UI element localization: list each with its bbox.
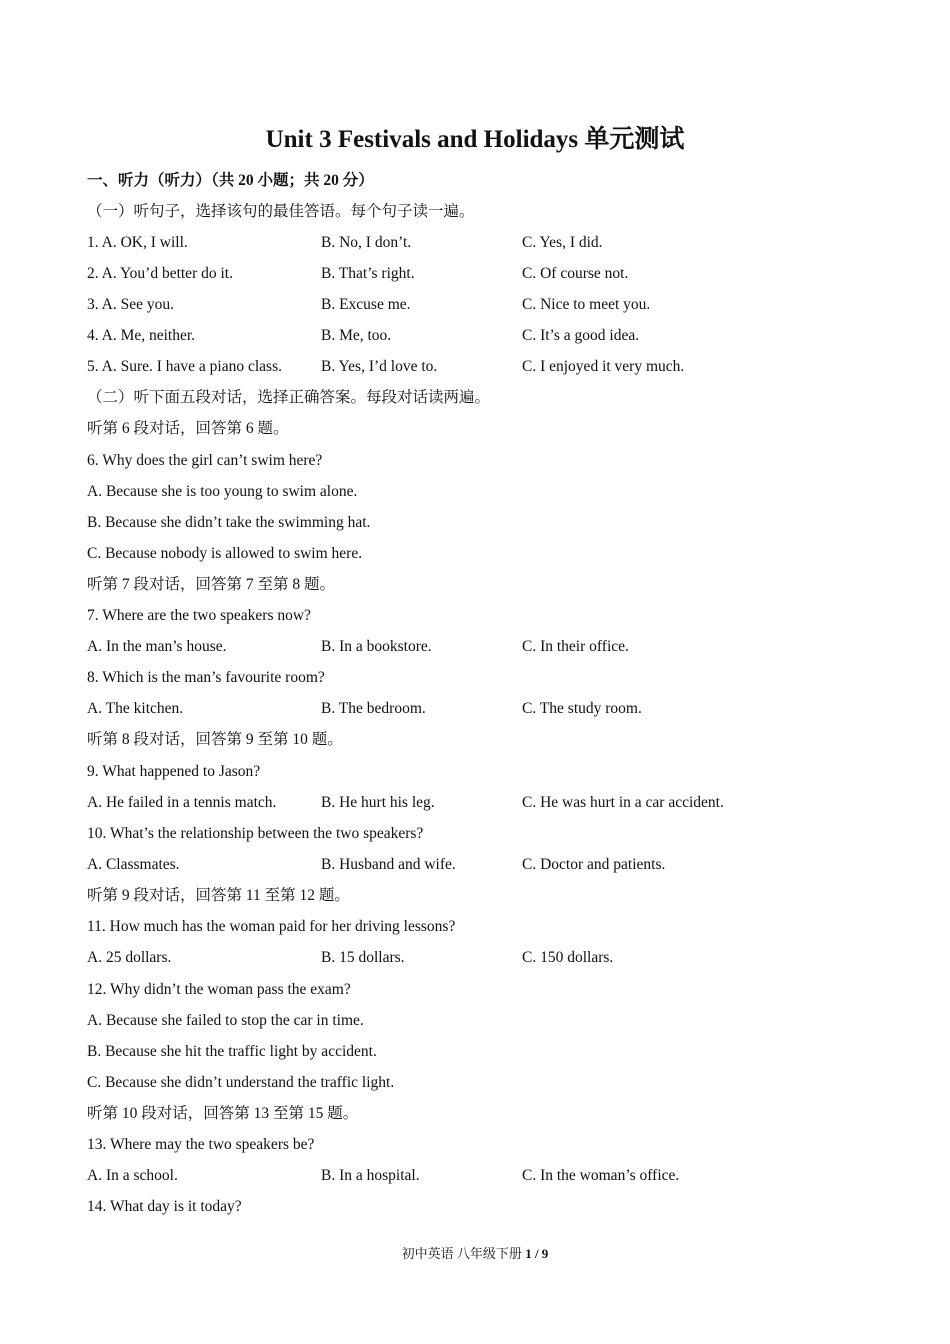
option-a: A. 25 dollars. xyxy=(87,949,172,966)
option-b: B. Husband and wife. xyxy=(321,856,456,873)
option-a: A. Classmates. xyxy=(87,856,180,873)
option-c: C. Doctor and patients. xyxy=(522,856,666,873)
dialogue-prompt: 听第 6 段对话，回答第 6 题。 xyxy=(87,420,289,437)
option-a: 1. A. OK, I will. xyxy=(87,234,188,251)
option-b: B. That’s right. xyxy=(321,265,415,282)
option-b: B. Because she didn’t take the swimming hat. xyxy=(87,514,371,531)
option-a: A. He failed in a tennis match. xyxy=(87,794,277,811)
question-14: 14. What day is it today? xyxy=(87,1198,242,1215)
part1-instruction: （一）听句子，选择该句的最佳答语。每个句子读一遍。 xyxy=(87,203,475,220)
page-number: 1 / 9 xyxy=(525,1246,549,1261)
option-b: B. The bedroom. xyxy=(321,700,426,717)
dialogue-prompt: 听第 9 段对话，回答第 11 至第 12 题。 xyxy=(87,887,350,904)
dialogue-prompt: 听第 8 段对话，回答第 9 至第 10 题。 xyxy=(87,731,343,748)
question-row-5 xyxy=(87,357,867,377)
dialogue-prompt: 听第 7 段对话，回答第 7 至第 8 题。 xyxy=(87,576,336,593)
option-c: C. It’s a good idea. xyxy=(522,327,640,344)
option-b: B. In a bookstore. xyxy=(321,638,432,655)
option-b: B. Because she hit the traffic light by accident. xyxy=(87,1043,377,1060)
question-9-options xyxy=(87,793,867,813)
option-b: B. 15 dollars. xyxy=(321,949,405,966)
option-c: C. Nice to meet you. xyxy=(522,296,651,313)
question-7: 7. Where are the two speakers now? xyxy=(87,607,311,624)
question-10-options xyxy=(87,855,867,875)
dialogue-prompt: 听第 10 段对话，回答第 13 至第 15 题。 xyxy=(87,1105,359,1122)
option-c: C. In the woman’s office. xyxy=(522,1167,680,1184)
option-c: C. He was hurt in a car accident. xyxy=(522,794,724,811)
option-c: C. Because she didn’t understand the traffic light. xyxy=(87,1074,395,1091)
question-6: 6. Why does the girl can’t swim here? xyxy=(87,452,323,469)
option-c: C. In their office. xyxy=(522,638,629,655)
option-c: C. I enjoyed it very much. xyxy=(522,358,685,375)
question-13: 13. Where may the two speakers be? xyxy=(87,1136,315,1153)
option-c: C. Because nobody is allowed to swim here. xyxy=(87,545,363,562)
question-11-options xyxy=(87,948,867,968)
question-8: 8. Which is the man’s favourite room? xyxy=(87,669,325,686)
question-9: 9. What happened to Jason? xyxy=(87,763,261,780)
question-10: 10. What’s the relationship between the two speakers? xyxy=(87,825,424,842)
option-b: B. No, I don’t. xyxy=(321,234,412,251)
option-c: C. 150 dollars. xyxy=(522,949,614,966)
option-a: A. In a school. xyxy=(87,1167,178,1184)
page-footer xyxy=(0,1245,950,1263)
question-row-1 xyxy=(87,233,867,253)
option-a: 5. A. Sure. I have a piano class. xyxy=(87,358,282,375)
option-c: C. Yes, I did. xyxy=(522,234,603,251)
option-a: A. Because she is too young to swim alone. xyxy=(87,483,358,500)
question-12: 12. Why didn’t the woman pass the exam? xyxy=(87,981,351,998)
option-b: B. Yes, I’d love to. xyxy=(321,358,438,375)
option-b: B. He hurt his leg. xyxy=(321,794,435,811)
part2-instruction: （二）听下面五段对话，选择正确答案。每段对话读两遍。 xyxy=(87,389,491,406)
option-a: 2. A. You’d better do it. xyxy=(87,265,233,282)
option-a: A. In the man’s house. xyxy=(87,638,227,655)
section-heading-listening: 一、听力（听力）（共 20 小题；共 20 分） xyxy=(87,172,374,189)
page-title: Unit 3 Festivals and Holidays 单元测试 xyxy=(265,126,685,153)
question-row-2 xyxy=(87,264,867,284)
question-11: 11. How much has the woman paid for her driving lessons? xyxy=(87,918,456,935)
question-13-options xyxy=(87,1166,867,1186)
option-c: C. The study room. xyxy=(522,700,642,717)
option-a: 3. A. See you. xyxy=(87,296,174,313)
option-b: B. Me, too. xyxy=(321,327,392,344)
question-7-options xyxy=(87,637,867,657)
question-8-options xyxy=(87,699,867,719)
footer-text: 初中英语 八年级下册 xyxy=(401,1246,526,1261)
question-row-4 xyxy=(87,326,867,346)
question-row-3 xyxy=(87,295,867,315)
option-b: B. In a hospital. xyxy=(321,1167,420,1184)
option-a: A. Because she failed to stop the car in time. xyxy=(87,1012,364,1029)
option-c: C. Of course not. xyxy=(522,265,629,282)
option-a: A. The kitchen. xyxy=(87,700,184,717)
option-b: B. Excuse me. xyxy=(321,296,411,313)
option-a: 4. A. Me, neither. xyxy=(87,327,196,344)
